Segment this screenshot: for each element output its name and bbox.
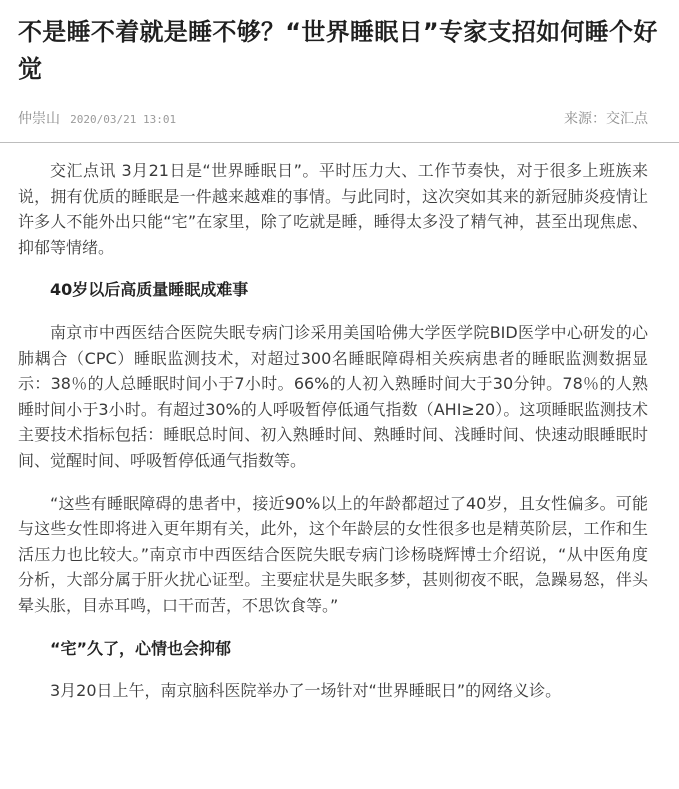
section-heading: 40岁以后高质量睡眠成难事 [50, 280, 249, 300]
article-source: 来源：交汇点 [564, 111, 648, 127]
body-paragraph: 3月20日上午，南京脑科医院举办了一场针对“世界睡眠日”的网络义诊。 [50, 681, 562, 701]
article-body [18, 158, 648, 721]
article-title: 不是睡不着就是睡不够？“世界睡眠日”专家支招如何睡个好觉 [18, 18, 658, 83]
article-meta [18, 108, 648, 128]
body-paragraph: 南京市中西医结合医院失眠专病门诊采用美国哈佛大学医学院BID医学中心研发的心肺耦合（CPC）睡眠监测技术，对超过300名睡眠障碍相关疾病患者的睡眠监测数据显示：38％的人总睡眠时间小于7小时。66%的人初入熟睡时间大于30分钟。78％的人熟睡时间小于3小时。有超过30%的人呼吸暂停低通气指数（AHI≥20）。这项睡眠监测技术主要技术指标包括：睡眠总时间、初入熟睡时间、熟睡时间、浅睡时间、快速动眼睡眠时间、觉醒时间、呼吸暂停低通气指数等。 [18, 322, 648, 470]
section-heading: “宅”久了，心情也会抑郁 [50, 638, 232, 658]
body-paragraph: 交汇点讯 3月21日是“世界睡眠日”。平时压力大、工作节奏快，对于很多上班族来说，拥有优质的睡眠是一件越来越难的事情。与此同时，这次突如其来的新冠肺炎疫情让许多人不能外出只能“宅”在家里，除了吃就是睡，睡得太多没了精气神，甚至出现焦虑、抑郁等情绪。 [18, 161, 648, 257]
publish-date: 2020/03/21 13:01 [70, 113, 177, 126]
body-paragraph: “这些有睡眠障碍的患者中，接近90%以上的年龄都超过了40岁，且女性偏多。可能与这些女性即将进入更年期有关，此外，这个年龄层的女性很多也是精英阶层，工作和生活压力也比较大。”南京市中西医结合医院失眠专病门诊杨晓辉博士介绍说，“从中医角度分析，大部分属于肝火扰心证型。主要症状是失眠多梦，甚则彻夜不眠，急躁易怒，伴头晕头胀，目赤耳鸣，口干而苦，不思饮食等。” [18, 493, 648, 615]
author-name: 仲崇山 [18, 111, 60, 127]
meta-divider [0, 142, 679, 143]
